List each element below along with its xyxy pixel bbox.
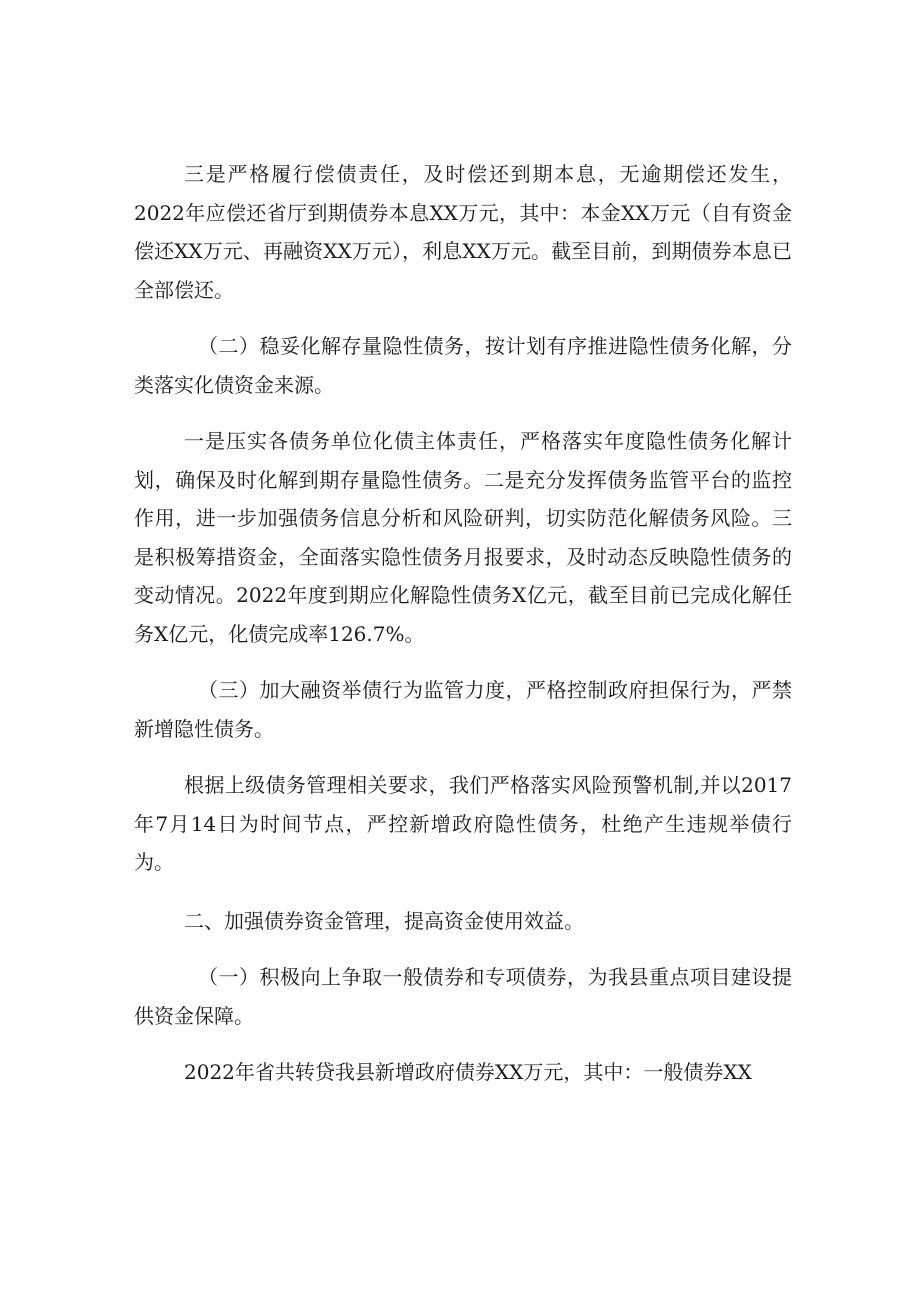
paragraph-repayment: 三是严格履行偿债责任，及时偿还到期本息，无逾期偿还发生，2022年应偿还省厅到期债券本息XX万元，其中：本金XX万元（自有资金偿还XX万元、再融资XX万元），利息XX万元。截至目前，到期债券本息已全部偿还。 [134, 162, 792, 302]
paragraph-bonds: 2022年省共转贷我县新增政府债券XX万元，其中：一般债券XX [184, 1060, 752, 1084]
paragraph-hidden-debt: 一是压实各债务单位化债主体责任，严格落实年度隐性债务化解计划，确保及时化解到期存量隐性债务。二是充分发挥债务监管平台的监控作用，进一步加强债务信息分析和风险研判，切实防范化解债务风险。三是积极筹措资金，全面落实隐性债务月报要求，及时动态反映隐性债务的变动情况。2022年度到期应化解隐性债务X亿元，截至目前已完成化解任务X亿元，化债完成率126.7%。 [134, 429, 792, 646]
paragraph-heading-one: （一）积极向上争取一般债券和专项债券，为我县重点项目建设提供资金保障。 [134, 965, 792, 1028]
document-body [134, 155, 792, 1092]
section-heading-two: 二、加强债券资金管理，提高资金使用效益。 [184, 908, 584, 933]
paragraph-heading-three: （三）加大融资举债行为监管力度，严格控制政府担保行为，严禁新增隐性债务。 [134, 678, 792, 741]
paragraph-risk-warning: 根据上级债务管理相关要求，我们严格落实风险预警机制,并以2017年7月14日为时间节点，严控新增政府隐性债务，杜绝产生违规举债行为。 [134, 773, 792, 874]
paragraph-heading-two: （二）稳妥化解存量隐性债务，按计划有序推进隐性债务化解，分类落实化债资金来源。 [134, 334, 792, 397]
